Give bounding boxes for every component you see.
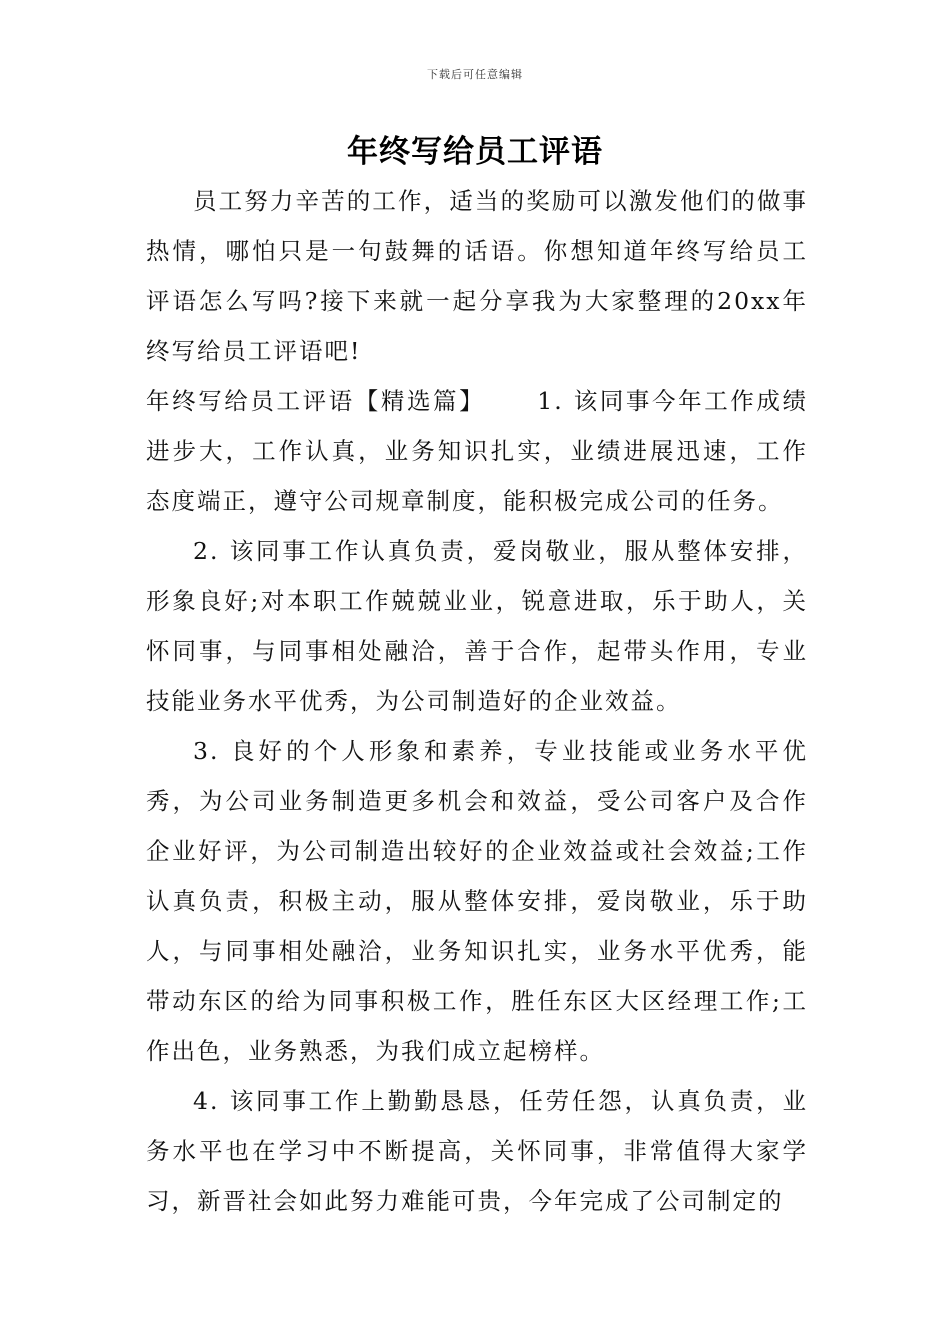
item-3-paragraph: 3. 良好的个人形象和素养，专业技能或业务水平优秀，为公司业务制造更多机会和效益，受公司客户及合作企业好评，为公司制造出较好的企业效益或社会效益;工作认真负责，积极主动，服从整体安排，爱岗敬业，乐于助人，与同事相处融洽，业务知识扎实，业务水平优秀，能带动东区的给为同事积极工作，胜任东区大区经理工作;工作出色，业务熟悉，为我们成立起榜样。	[146, 737, 808, 1065]
intro-paragraph: 员工努力辛苦的工作，适当的奖励可以激发他们的做事热情，哪怕只是一句鼓舞的话语。你想知道年终写给员工评语怎么写吗?接下来就一起分享我为大家整理的20xx年终写给员工评语吧!	[146, 187, 808, 365]
item-2-paragraph: 2. 该同事工作认真负责，爱岗敬业，服从整体安排，形象良好;对本职工作兢兢业业，锐意进取，乐于助人，关怀同事，与同事相处融洽，善于合作，起带头作用，专业技能业务水平优秀，为公司制造好的企业效益。	[146, 537, 808, 715]
item-1-paragraph	[146, 376, 808, 526]
item-4-paragraph: 4. 该同事工作上勤勤恳恳，任劳任怨，认真负责，业务水平也在学习中不断提高，关怀同事，非常值得大家学习，新晋社会如此努力难能可贵，今年完成了公司制定的	[146, 1087, 808, 1215]
item-1-text: 1. 该同事今年工作成绩进步大，工作认真，业务知识扎实，业绩进展迅速，工作态度端正，遵守公司规章制度，能积极完成公司的任务。	[146, 387, 808, 515]
header-note: 下载后可任意编辑	[427, 68, 523, 81]
document-body	[146, 176, 808, 1226]
section-heading: 年终写给员工评语【精选篇】	[146, 387, 486, 415]
page-title: 年终写给员工评语	[347, 134, 603, 170]
